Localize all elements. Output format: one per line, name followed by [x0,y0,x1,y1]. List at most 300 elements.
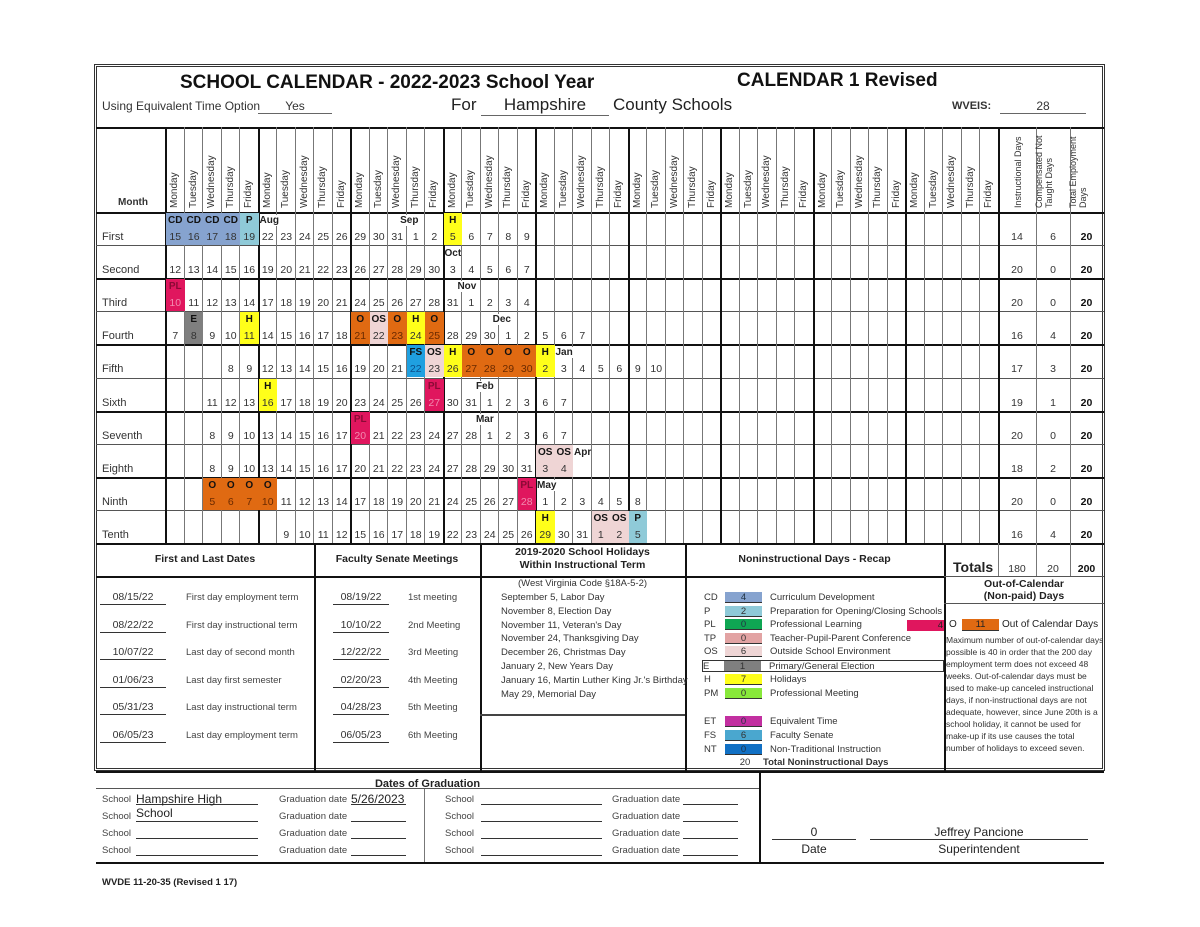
day-cell[interactable] [388,279,407,311]
day-number: 26 [354,264,367,277]
day-cell[interactable] [388,246,407,278]
day-number: 21 [354,330,367,343]
day-number: 6 [505,264,512,277]
day-cell[interactable] [444,412,463,444]
day-cell[interactable] [481,478,500,510]
day-cell[interactable] [370,511,389,543]
day-cell[interactable] [222,213,241,245]
day-cell[interactable] [185,312,204,344]
day-header-wednesday: Wednesday [391,155,402,208]
day-cell[interactable] [388,511,407,543]
day-cell[interactable] [259,345,278,377]
page-title: SCHOOL CALENDAR - 2022-2023 School Year [180,72,595,93]
day-code: PL [353,413,367,425]
day-cell[interactable] [240,279,259,311]
day-cell[interactable] [407,445,426,477]
day-cell[interactable] [222,379,241,411]
day-cell[interactable] [462,213,481,245]
day-cell[interactable] [351,279,370,311]
day-number: 21 [391,363,404,376]
day-cell[interactable] [203,246,222,278]
day-cell[interactable] [555,379,574,411]
day-cell[interactable] [370,312,389,344]
day-cell[interactable] [333,478,352,510]
grad-school-field[interactable] [481,843,602,856]
day-cell[interactable] [444,445,463,477]
day-cell[interactable] [592,478,611,510]
day-cell[interactable] [388,312,407,344]
day-number: 21 [372,429,385,442]
row-total: 20 [1080,495,1093,508]
day-cell[interactable] [444,312,463,344]
day-cell[interactable] [240,478,259,510]
day-cell[interactable] [259,279,278,311]
day-number: 3 [523,429,530,442]
recap-item-h [704,674,944,686]
day-cell[interactable] [499,379,518,411]
day-number: 10 [224,330,237,343]
day-cell[interactable] [407,511,426,543]
day-cell[interactable] [370,379,389,411]
day-cell[interactable] [222,478,241,510]
day-cell[interactable] [481,445,500,477]
day-cell[interactable] [481,246,500,278]
day-code: O [245,479,254,491]
day-code: E [190,314,198,326]
day-number: 30 [372,231,385,244]
day-number: 13 [261,462,274,475]
grad-school-field[interactable] [136,809,258,822]
row-label-ninth: Ninth [102,495,128,508]
day-number: 9 [523,231,530,244]
day-cell[interactable] [222,312,241,344]
day-cell[interactable] [185,246,204,278]
day-cell[interactable] [277,246,296,278]
day-cell[interactable] [388,345,407,377]
day-cell[interactable] [203,445,222,477]
day-header-wednesday: Wednesday [946,155,957,208]
day-cell[interactable] [351,246,370,278]
day-cell[interactable] [351,445,370,477]
day-cell[interactable] [370,213,389,245]
day-cell[interactable] [536,345,555,377]
day-cell[interactable] [518,478,537,510]
grad-date-field[interactable] [351,809,406,822]
form-id: WVDE 11-20-35 (Revised 1 17) [102,877,238,888]
day-cell[interactable] [499,412,518,444]
day-cell[interactable] [425,511,444,543]
day-cell[interactable] [481,279,500,311]
day-number: 30 [502,462,515,475]
day-cell[interactable] [333,312,352,344]
day-cell[interactable] [444,379,463,411]
day-cell[interactable] [222,445,241,477]
day-cell[interactable] [518,445,537,477]
day-cell[interactable] [481,213,500,245]
day-cell[interactable] [203,412,222,444]
day-cell[interactable] [240,213,259,245]
day-cell[interactable] [425,213,444,245]
first-last-label: Last day of second month [186,647,295,658]
day-cell[interactable] [573,511,592,543]
day-cell[interactable] [296,412,315,444]
day-number: 28 [520,495,533,508]
day-header-thursday: Thursday [502,166,513,208]
day-header-tuesday: Tuesday [280,170,291,208]
day-cell[interactable] [536,445,555,477]
day-cell[interactable] [370,279,389,311]
senate-date: 10/10/22 [333,619,389,633]
holiday-item: November 11, Veteran's Day [501,619,622,631]
day-cell[interactable] [277,379,296,411]
day-cell[interactable] [314,379,333,411]
day-cell[interactable] [499,345,518,377]
day-cell[interactable] [444,213,463,245]
day-cell[interactable] [518,246,537,278]
day-cell[interactable] [314,412,333,444]
day-number: 24 [428,429,441,442]
day-cell[interactable] [314,312,333,344]
day-cell[interactable] [462,511,481,543]
day-cell[interactable] [277,213,296,245]
day-header-thursday: Thursday [687,166,698,208]
day-cell[interactable] [573,478,592,510]
day-number: 16 [261,396,274,409]
day-number: 1 [597,528,604,541]
day-cell[interactable] [610,345,629,377]
grad-school-field[interactable] [136,826,258,839]
day-cell[interactable] [333,412,352,444]
grad-date-field[interactable] [683,826,738,839]
day-cell[interactable] [296,345,315,377]
grad-date-field[interactable] [351,843,406,856]
day-cell[interactable] [203,213,222,245]
day-cell[interactable] [499,246,518,278]
day-header-tuesday: Tuesday [835,170,846,208]
day-cell[interactable] [370,478,389,510]
day-number: 25 [372,297,385,310]
day-cell[interactable] [240,312,259,344]
day-cell[interactable] [462,478,481,510]
day-cell[interactable] [296,478,315,510]
day-cell[interactable] [370,345,389,377]
day-cell[interactable] [462,246,481,278]
day-cell[interactable] [425,379,444,411]
day-cell[interactable] [555,412,574,444]
day-cell[interactable] [481,345,500,377]
day-number: 12 [206,297,219,310]
day-cell[interactable] [555,445,574,477]
day-cell[interactable] [425,478,444,510]
day-cell[interactable] [203,478,222,510]
day-cell[interactable] [592,345,611,377]
day-cell[interactable] [296,279,315,311]
day-cell[interactable] [370,445,389,477]
row-instructional: 19 [1011,396,1023,409]
day-code: OS [593,512,608,524]
day-cell[interactable] [259,246,278,278]
day-header-tuesday: Tuesday [465,170,476,208]
day-cell[interactable] [518,213,537,245]
day-number: 20 [354,429,367,442]
day-cell[interactable] [425,279,444,311]
recap-count: 6 [725,646,762,657]
day-cell[interactable] [333,345,352,377]
day-cell[interactable] [407,312,426,344]
day-header-monday: Monday [446,172,458,208]
day-cell[interactable] [259,312,278,344]
day-cell[interactable] [333,511,352,543]
grad-date-field[interactable] [683,792,738,805]
recap-abbr: E [703,661,710,672]
day-cell[interactable] [425,412,444,444]
day-cell[interactable] [351,379,370,411]
day-number: 1 [486,429,493,442]
day-cell[interactable] [166,312,185,344]
graduation-title: Dates of Graduation [374,778,481,790]
day-number: 23 [335,264,348,277]
day-cell[interactable] [296,445,315,477]
day-cell[interactable] [240,379,259,411]
grad-date-field[interactable] [683,809,738,822]
recap-label: Preparation for Opening/Closing Schools [770,605,943,617]
day-number: 25 [502,528,515,541]
day-cell[interactable] [629,345,648,377]
day-cell[interactable] [462,312,481,344]
day-cell[interactable] [462,345,481,377]
day-cell[interactable] [536,511,555,543]
day-cell[interactable] [518,379,537,411]
day-cell[interactable] [277,345,296,377]
day-code: O [485,347,494,359]
day-number: 5 [209,495,216,508]
day-number: 2 [505,396,512,409]
day-number: 4 [579,363,586,376]
day-cell[interactable] [166,213,185,245]
grad-school-field[interactable] [136,843,258,856]
recap-count: 2 [725,606,762,617]
day-cell[interactable] [536,312,555,344]
day-cell[interactable] [499,445,518,477]
day-cell[interactable] [388,379,407,411]
day-cell[interactable] [296,246,315,278]
first-last-label: First day instructional term [186,619,298,631]
day-cell[interactable] [499,511,518,543]
superintendent-label: Superintendent [938,842,1020,856]
senate-label: 3rd Meeting [408,647,459,658]
ooc-abbr: O [949,619,957,630]
day-cell[interactable] [240,445,259,477]
day-number: 30 [557,528,570,541]
day-cell[interactable] [351,213,370,245]
day-number: 18 [224,231,237,244]
day-number: 14 [206,264,219,277]
day-cell[interactable] [203,379,222,411]
recap-label: Faculty Senate [770,730,834,741]
day-cell[interactable] [351,478,370,510]
day-cell[interactable] [277,511,296,543]
day-code: H [541,347,549,359]
day-cell[interactable] [481,511,500,543]
day-cell[interactable] [277,312,296,344]
day-cell[interactable] [407,345,426,377]
day-cell[interactable] [222,412,241,444]
day-cell[interactable] [407,478,426,510]
day-cell[interactable] [222,345,241,377]
day-number: 9 [227,429,234,442]
grad-date-field[interactable] [683,843,738,856]
day-cell[interactable] [518,511,537,543]
day-cell[interactable] [185,213,204,245]
day-cell[interactable] [555,312,574,344]
day-cell[interactable] [592,511,611,543]
day-cell[interactable] [296,511,315,543]
day-cell[interactable] [333,379,352,411]
day-cell[interactable] [407,412,426,444]
day-cell[interactable] [425,345,444,377]
day-number: 8 [227,363,234,376]
grad-school-field[interactable] [481,826,602,839]
day-cell[interactable] [388,478,407,510]
day-cell[interactable] [573,312,592,344]
day-number: 2 [616,528,623,541]
day-header-wednesday: Wednesday [668,155,680,208]
day-cell[interactable] [388,412,407,444]
day-code: H [264,380,272,392]
recap-abbr: P [704,605,711,617]
day-cell[interactable] [370,412,389,444]
day-cell[interactable] [518,312,537,344]
day-cell[interactable] [259,478,278,510]
grad-school-field[interactable] [481,792,602,805]
grad-date-field[interactable] [351,826,406,839]
day-cell[interactable] [333,213,352,245]
day-cell[interactable] [277,478,296,510]
day-cell[interactable] [222,279,241,311]
day-number: 26 [520,528,533,541]
day-cell[interactable] [203,279,222,311]
day-number: 31 [576,528,589,541]
day-cell[interactable] [166,246,185,278]
day-cell[interactable] [314,213,333,245]
day-cell[interactable] [333,445,352,477]
day-cell[interactable] [425,312,444,344]
day-cell[interactable] [166,279,185,311]
day-cell[interactable] [314,279,333,311]
day-cell[interactable] [462,445,481,477]
day-cell[interactable] [407,246,426,278]
day-cell[interactable] [333,279,352,311]
day-code: H [412,314,420,326]
day-number: 26 [391,297,404,310]
day-cell[interactable] [536,379,555,411]
day-cell[interactable] [499,213,518,245]
day-number: 25 [465,495,478,508]
day-cell[interactable] [277,279,296,311]
day-header-tuesday: Tuesday [927,170,939,208]
day-cell[interactable] [314,445,333,477]
day-cell[interactable] [407,379,426,411]
day-number: 28 [483,363,496,376]
day-cell[interactable] [499,478,518,510]
grad-date-field[interactable]: 5/26/2023 [351,792,405,806]
day-cell[interactable] [259,445,278,477]
day-cell[interactable] [240,412,259,444]
day-header-friday: Friday [983,180,994,208]
day-number: 1 [505,330,512,343]
day-cell[interactable] [277,445,296,477]
day-cell[interactable] [351,511,370,543]
day-cell[interactable] [518,279,537,311]
day-cell[interactable] [240,345,259,377]
day-cell[interactable] [314,478,333,510]
day-cell[interactable] [388,445,407,477]
day-cell[interactable] [407,279,426,311]
day-cell[interactable] [259,379,278,411]
day-cell[interactable] [333,246,352,278]
day-cell[interactable] [351,345,370,377]
day-number: 1 [412,231,419,244]
day-cell[interactable] [444,511,463,543]
day-cell[interactable] [370,246,389,278]
day-cell[interactable] [259,412,278,444]
day-cell[interactable] [444,478,463,510]
day-cell[interactable] [425,246,444,278]
day-cell[interactable] [425,445,444,477]
day-cell[interactable] [518,345,537,377]
recap-count: 0 [725,716,762,727]
day-cell[interactable] [277,412,296,444]
day-number: 29 [502,363,515,376]
day-cell[interactable] [296,379,315,411]
grad-school-label: School [445,845,475,856]
day-cell[interactable] [444,345,463,377]
senate-date: 12/22/22 [333,646,389,660]
day-cell[interactable] [240,246,259,278]
grad-school-field[interactable]: Hampshire High School [136,792,258,805]
recap-title: Noninstructional Days - Recap [738,553,891,565]
day-cell[interactable] [536,412,555,444]
first-last-label: Last day first semester [186,674,282,686]
day-cell[interactable] [647,345,666,377]
day-cell[interactable] [314,345,333,377]
day-cell[interactable] [555,478,574,510]
day-cell[interactable] [296,213,315,245]
day-cell[interactable] [629,511,648,543]
day-cell[interactable] [629,478,648,510]
day-cell[interactable] [610,511,629,543]
day-cell[interactable] [296,312,315,344]
day-number: 15 [298,462,311,475]
day-cell[interactable] [185,279,204,311]
grad-date-label: Graduation date [279,845,348,856]
day-cell[interactable] [351,312,370,344]
day-number: 16 [187,231,200,244]
day-cell[interactable] [518,412,537,444]
day-cell[interactable] [203,312,222,344]
day-cell[interactable] [314,246,333,278]
day-number: 27 [465,363,478,376]
day-cell[interactable] [314,511,333,543]
day-cell[interactable] [222,246,241,278]
day-cell[interactable] [573,345,592,377]
day-cell[interactable] [351,412,370,444]
day-number: 5 [449,231,456,244]
day-cell[interactable] [499,279,518,311]
grad-school-field[interactable] [481,809,602,822]
day-cell[interactable] [610,478,629,510]
day-cell[interactable] [555,511,574,543]
